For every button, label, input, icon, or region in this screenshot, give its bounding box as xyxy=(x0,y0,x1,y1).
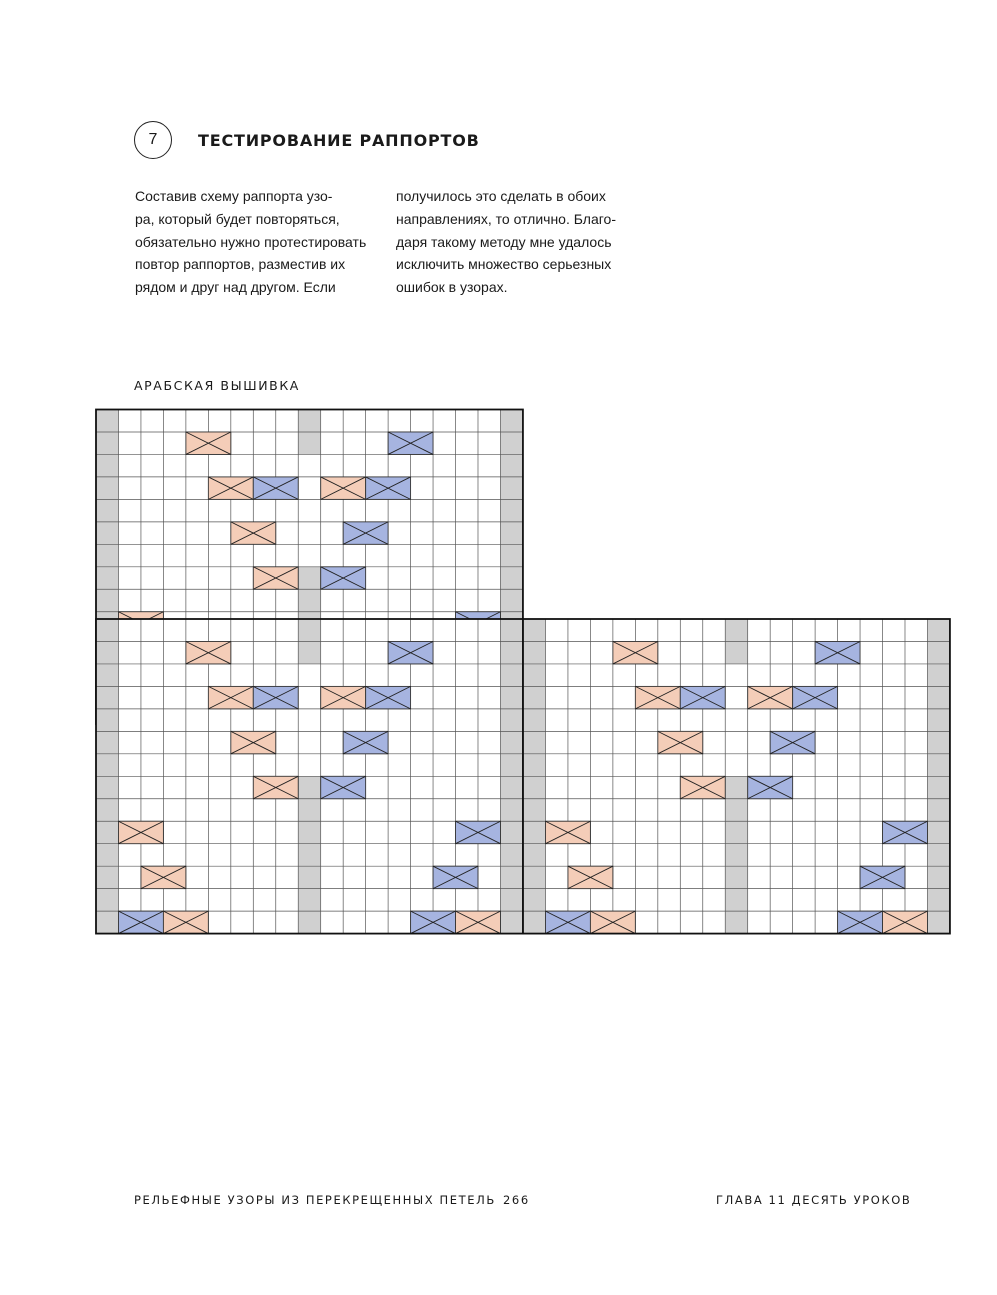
shaded-cell xyxy=(725,844,747,866)
chart-repeat-bottom-right xyxy=(523,619,950,934)
shaded-cell xyxy=(725,619,747,641)
shaded-cell xyxy=(725,889,747,911)
body-line: обязательно нужно протестировать xyxy=(135,233,367,250)
body-line: ра, который будет повторяться, xyxy=(135,210,340,227)
footer-chapter: ГЛАВА 11 ДЕСЯТЬ УРОКОВ xyxy=(716,1193,912,1207)
body-line: ошибок в узорах. xyxy=(396,279,508,296)
shaded-cell xyxy=(298,866,320,888)
step-number: 7 xyxy=(148,131,158,148)
body-line: исключить множество серьезных xyxy=(396,256,612,273)
shaded-cell xyxy=(298,410,320,432)
body-line: направлениях, то отлично. Благо- xyxy=(396,210,616,227)
shaded-cell xyxy=(298,432,320,454)
body-line: рядом и друг над другом. Если xyxy=(135,279,336,296)
shaded-cell xyxy=(725,911,747,933)
shaded-cell xyxy=(725,821,747,843)
chart-caption: АРАБСКАЯ ВЫШИВКА xyxy=(134,378,300,393)
section-title: ТЕСТИРОВАНИЕ РАППОРТОВ xyxy=(198,131,480,150)
shaded-cell xyxy=(298,821,320,843)
shaded-cell xyxy=(298,589,320,611)
body-line: повтор раппортов, разместив их xyxy=(135,256,346,273)
shaded-cell xyxy=(298,799,320,821)
shaded-cell xyxy=(298,911,320,933)
shaded-cell xyxy=(298,619,320,641)
body-line: Составив схему раппорта узо- xyxy=(135,188,333,204)
shaded-cell xyxy=(298,567,320,589)
body-line: получилось это сделать в обоих xyxy=(396,188,606,204)
shaded-cell xyxy=(298,889,320,911)
shaded-cell xyxy=(298,776,320,798)
body-line: даря такому методу мне удалось xyxy=(396,233,612,250)
shaded-cell xyxy=(298,641,320,663)
shaded-cell xyxy=(725,776,747,798)
chart-repeat-bottom-left xyxy=(96,619,523,934)
shaded-cell xyxy=(725,641,747,663)
footer-page-number: 266 xyxy=(503,1193,530,1207)
shaded-cell xyxy=(725,866,747,888)
shaded-cell xyxy=(298,844,320,866)
footer-book-title: РЕЛЬЕФНЫЕ УЗОРЫ ИЗ ПЕРЕКРЕЩЕННЫХ ПЕТЕЛЬ xyxy=(134,1193,496,1207)
shaded-cell xyxy=(725,799,747,821)
